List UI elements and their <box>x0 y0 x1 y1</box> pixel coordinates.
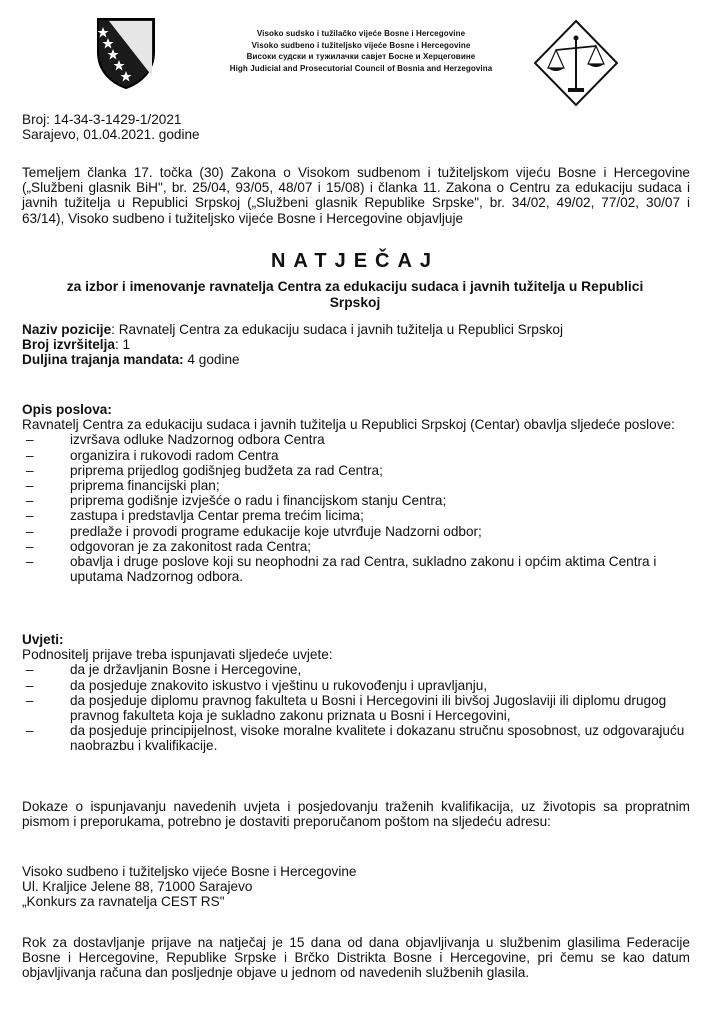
proof-paragraph: Dokaze o ispunjavanju navedenih uvjeta i posjedovanju traženih kvalifikacija, uz životopis sa propratnim pismom i preporukama, potrebno je dostaviti preporučanom poštom na sljedeću adresu: <box>22 799 690 830</box>
conditions-section <box>22 632 690 754</box>
list-item: – da posjeduje principijelnost, visoke moralne kvalitete i dokazanu stručnu sposobnost, uz odgovarajuću naobrazbu i kvalifikacije. <box>22 723 690 753</box>
duties-section <box>22 402 690 584</box>
list-item: – izvršava odluke Nadzornog odbora Centra <box>22 432 690 447</box>
council-name-line: Visoko sudbeno i tužiteljsko vijeće Bosne i Hercegovine <box>251 40 471 50</box>
document-title: NATJEČAJ <box>270 250 440 272</box>
council-name-line: High Judicial and Prosecutorial Council of Bosnia and Herzegovina <box>229 63 493 73</box>
address-line: Ul. Kraljice Jelene 88, 71000 Sarajevo <box>22 879 253 895</box>
list-item: – da je državljanin Bosne i Hercegovine, <box>22 662 690 677</box>
address-line: „Konkurs za ravnatelja CEST RS" <box>22 894 225 910</box>
conditions-intro: Podnositelj prijave treba ispunjavati sljedeće uvjete: <box>22 647 333 663</box>
list-item: – priprema financijski plan; <box>22 478 690 493</box>
bih-coat-of-arms-icon <box>95 16 157 90</box>
list-item: – priprema godišnje izvješće o radu i financijskom stanju Centra; <box>22 493 690 508</box>
deadline-paragraph: Rok za dostavljanje prijave na natječaj je 15 dana od dana objavljivanja u službenim glasilima Federacije Bosne i Hercegovine, Republike Srpske i Brčko Distrikta Bosne i Hercegovine, pri čemu se kao datum objavljivanja računa dan posljednje objave u jednom od navedenih službenih glasila. <box>22 935 690 981</box>
position-duration-value: 4 godine <box>183 352 240 368</box>
document-date: Sarajevo, 01.04.2021. godine <box>22 127 200 143</box>
duties-list <box>22 432 690 584</box>
reference-block <box>22 112 690 142</box>
position-name-label: Naziv pozicije <box>22 322 112 337</box>
conditions-heading: Uvjeti: <box>22 632 64 647</box>
list-item: – organizira i rukovodi radom Centra <box>22 448 690 463</box>
list-item: – da posjeduje znakovito iskustvo i vještinu u rukovođenju i upravljanju, <box>22 678 690 693</box>
list-item: – priprema prijedlog godišnjeg budžeta za rad Centra; <box>22 463 690 478</box>
council-name-line: Visoko sudsko i tužilačko vijeće Bosne i Hercegovine <box>256 29 466 38</box>
mailing-address <box>22 864 690 910</box>
position-details <box>22 322 690 368</box>
conditions-list <box>22 662 690 753</box>
document-subtitle: za izbor i imenovanje ravnatelja Centra za edukaciju sudaca i javnih tužitelja u Republici Srpskoj <box>66 279 644 310</box>
duties-heading: Opis poslova: <box>22 402 112 417</box>
position-name-row <box>22 322 690 337</box>
duties-intro: Ravnatelj Centra za edukaciju sudaca i javnih tužitelja u Republici Srpskoj (Centar) obavlja sljedeće poslove: <box>22 417 675 433</box>
list-item: – predlaže i provodi programe edukacije koje utvrđuje Nadzorni odbor; <box>22 524 690 539</box>
address-line: Visoko sudbeno i tužiteljsko vijeće Bosne i Hercegovine <box>22 864 357 879</box>
position-duration-row <box>22 352 690 367</box>
hjpc-scales-logo-icon <box>532 18 620 108</box>
position-duration-label: Duljina trajanja mandata: <box>22 352 184 368</box>
intro-paragraph: Temeljem članka 17. točka (30) Zakona o Visokom sudbenom i tužiteljskom vijeću Bosne i Hercegovine („Službeni glasnik BiH", br. 25/04, 93/05, 48/07 i 15/08) i članka 11. Zakona o Centru za edukaciju sudaca i javnih tužitelja u Republici Srpskoj („Službeni glasnik Republike Srpske", br. 34/02, 49/02, 77/02, 30/07 i 63/14), Visoko sudbeno i tužiteljsko vijeće Bosne i Hercegovine objavljuje <box>22 165 690 226</box>
position-name-value: : Ravnatelj Centra za edukaciju sudaca i javnih tužitelja u Republici Srpskoj <box>111 322 564 337</box>
list-item: – zastupa i predstavlja Centar prema trećim licima; <box>22 508 690 523</box>
position-count-label: Broj izvršitelja <box>22 337 115 353</box>
list-item: – obavlja i druge poslove koji su neophodni za rad Centra, sukladno zakonu i općim aktima Centra i uputama Nadzornog odbora. <box>22 554 690 584</box>
list-item: – da posjeduje diplomu pravnog fakulteta u Bosni i Hercegovini ili bivšoj Jugoslaviji ili diplomu drugog pravnog fakulteta koja je sukladno zakonu priznata u Bosni i Hercegovini, <box>22 693 690 723</box>
position-count-row <box>22 337 690 352</box>
position-count-value: : 1 <box>114 337 131 353</box>
council-name-block <box>196 28 526 74</box>
council-name-line: Високи судски и тужилачки савјет Босне и Херцеговине <box>246 52 476 62</box>
reference-number: Broj: 14-34-3-1429-1/2021 <box>22 112 182 127</box>
list-item: – odgovoran je za zakonitost rada Centra; <box>22 539 690 554</box>
